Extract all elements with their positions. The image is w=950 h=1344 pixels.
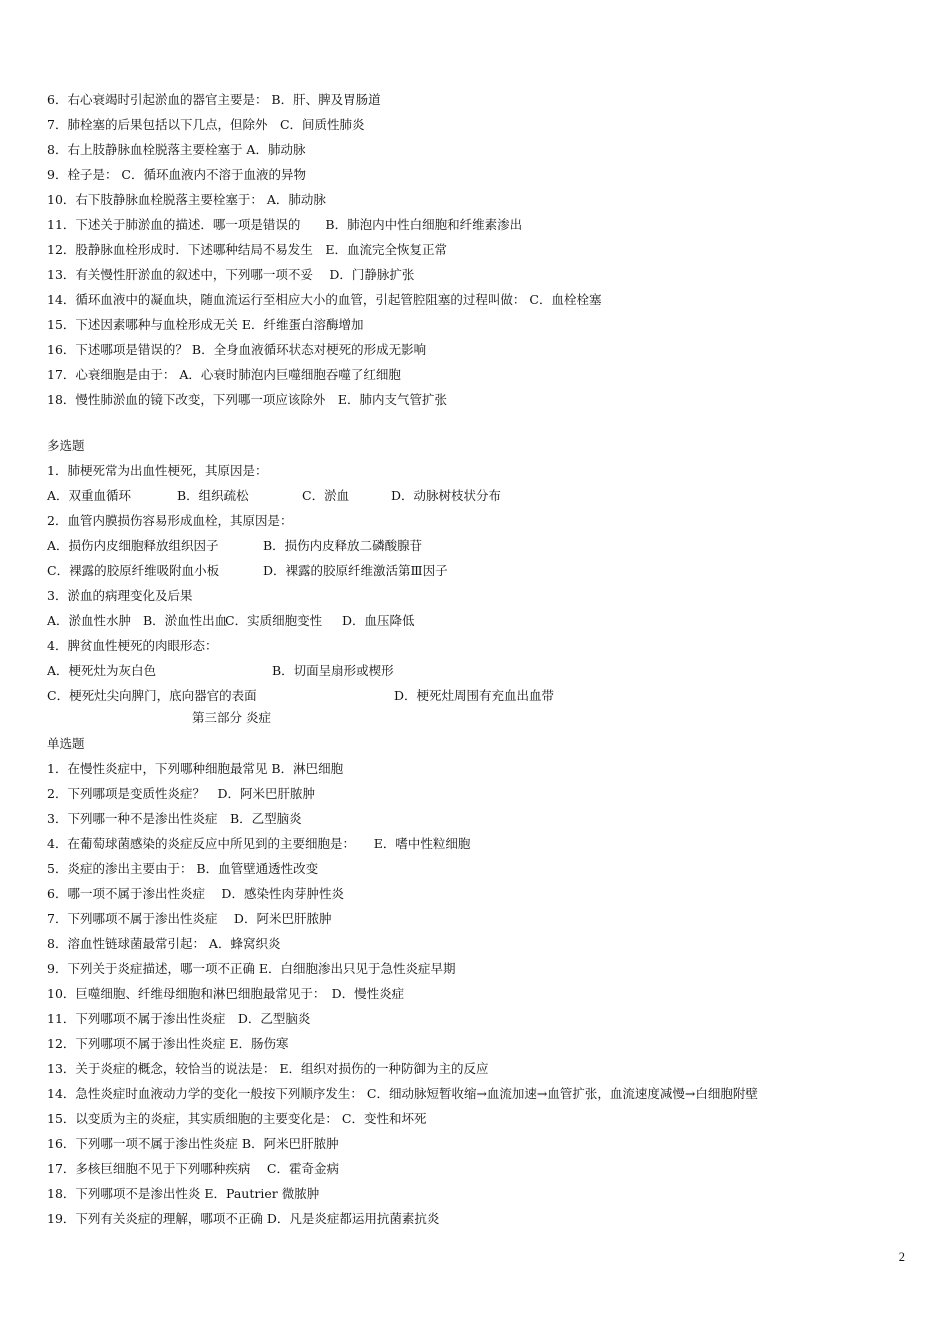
option-row xyxy=(47,483,927,508)
list-item: 14．急性炎症时血液动力学的变化一般按下列顺序发生： C．细动脉短暂收缩→血流加速→血管扩张，血流速度减慢→白细胞附壁 xyxy=(47,1086,758,1101)
question-stem: 4．脾贫血性梗死的肉眼形态： xyxy=(47,638,218,653)
list-item: 15．以变质为主的炎症，其实质细胞的主要变化是： C．变性和坏死 xyxy=(47,1111,427,1126)
option-a: A．双重血循环 xyxy=(47,488,132,503)
list-item: 5．炎症的渗出主要由于： B．血管壁通透性改变 xyxy=(47,861,319,876)
list-item: 7．下列哪项不属于渗出性炎症 D．阿米巴肝脓肿 xyxy=(47,911,332,926)
option-c: C．淤血 xyxy=(302,488,350,503)
list-item: 4．在葡萄球菌感染的炎症反应中所见到的主要细胞是： E．嗜中性粒细胞 xyxy=(47,836,471,851)
part2-single-choice-list xyxy=(47,87,927,412)
list-item: 14．循环血液中的凝血块，随血流运行至相应大小的血管，引起管腔阻塞的过程叫做： C．血栓栓塞 xyxy=(47,292,602,307)
list-item: 7．肺栓塞的后果包括以下几点，但除外 C．间质性肺炎 xyxy=(47,117,365,132)
list-item: 8．右上肢静脉血栓脱落主要栓塞于 A．肺动脉 xyxy=(47,142,306,157)
question-stem: 1．肺梗死常为出血性梗死，其原因是： xyxy=(47,463,268,478)
option-b: B．淤血性出血 xyxy=(143,613,228,628)
list-item: 19．下列有关炎症的理解，哪项不正确 D．凡是炎症都运用抗菌素抗炎 xyxy=(47,1211,440,1226)
list-item: 9．下列关于炎症描述，哪一项不正确 E．白细胞渗出只见于急性炎症早期 xyxy=(47,961,456,976)
option-d: D．裸露的胶原纤维激活第Ⅲ因子 xyxy=(263,563,448,578)
list-item: 12．股静脉血栓形成时．下述哪种结局不易发生 E．血流完全恢复正常 xyxy=(47,242,448,257)
list-item: 10．右下肢静脉血栓脱落主要栓塞于： A．肺动脉 xyxy=(47,192,326,207)
option-c: C．裸露的胶原纤维吸附血小板 xyxy=(47,563,220,578)
list-item: 6．哪一项不属于渗出性炎症 D．感染性肉芽肿性炎 xyxy=(47,886,344,901)
question-stem: 2．血管内膜损伤容易形成血栓，其原因是： xyxy=(47,513,293,528)
multi-choice-heading: 多选题 xyxy=(47,438,85,453)
option-row xyxy=(47,558,927,583)
list-item: 16．下列哪一项不属于渗出性炎症 B．阿米巴肝脓肿 xyxy=(47,1136,339,1151)
list-item: 6．右心衰竭时引起淤血的器官主要是： B．肝、脾及胃肠道 xyxy=(47,92,381,107)
page-number: 2 xyxy=(898,1250,905,1264)
option-row xyxy=(47,658,927,683)
list-item: 17．心衰细胞是由于： A．心衰时肺泡内巨噬细胞吞噬了红细胞 xyxy=(47,367,401,382)
list-item: 17．多核巨细胞不见于下列哪种疾病 C．霍奇金病 xyxy=(47,1161,339,1176)
option-row xyxy=(47,608,927,633)
list-item: 11．下述关于肺淤血的描述．哪一项是错误的 B．肺泡内中性白细胞和纤维素渗出 xyxy=(47,217,523,232)
part3-single-choice-section xyxy=(47,731,927,1231)
option-b: B．损伤内皮释放二磷酸腺苷 xyxy=(263,538,423,553)
option-a: A．淤血性水肿 xyxy=(47,613,132,628)
list-item: 3．下列哪一种不是渗出性炎症 B．乙型脑炎 xyxy=(47,811,302,826)
option-d: D．梗死灶周围有充血出血带 xyxy=(394,688,555,703)
section-title: 第三部分 炎症 xyxy=(192,710,271,725)
list-item: 1．在慢性炎症中，下列哪种细胞最常见 B．淋巴细胞 xyxy=(47,761,344,776)
list-item: 8．溶血性链球菌最常引起： A．蜂窝织炎 xyxy=(47,936,281,951)
list-item: 13．有关慢性肝淤血的叙述中，下列哪一项不妥 D．门静脉扩张 xyxy=(47,267,415,282)
list-item: 15．下述因素哪种与血栓形成无关 E．纤维蛋白溶酶增加 xyxy=(47,317,364,332)
option-d: D．动脉树枝状分布 xyxy=(391,488,502,503)
option-c: C．梗死灶尖向脾门，底向器官的表面 xyxy=(47,688,257,703)
option-a: A．损伤内皮细胞释放组织因子 xyxy=(47,538,219,553)
list-item: 13．关于炎症的概念，较恰当的说法是： E．组织对损伤的一种防御为主的反应 xyxy=(47,1061,489,1076)
option-row xyxy=(47,533,927,558)
option-b: B．切面呈扇形或楔形 xyxy=(272,663,394,678)
option-d: D．血压降低 xyxy=(342,613,415,628)
list-item: 11．下列哪项不属于渗出性炎症 D．乙型脑炎 xyxy=(47,1011,311,1026)
list-item: 12．下列哪项不属于渗出性炎症 E．肠伤寒 xyxy=(47,1036,289,1051)
list-item: 10．巨噬细胞、纤维母细胞和淋巴细胞最常见于： D．慢性炎症 xyxy=(47,986,405,1001)
option-row xyxy=(47,683,927,708)
option-c: C．实质细胞变性 xyxy=(225,613,323,628)
multi-choice-section xyxy=(47,433,927,728)
question-stem: 3．淤血的病理变化及后果 xyxy=(47,588,193,603)
option-a: A．梗死灶为灰白色 xyxy=(47,663,157,678)
option-b: B．组织疏松 xyxy=(177,488,249,503)
single-choice-heading: 单选题 xyxy=(47,736,85,751)
list-item: 9．栓子是： C．循环血液内不溶于血液的异物 xyxy=(47,167,306,182)
list-item: 2．下列哪项是变质性炎症？ D．阿米巴肝脓肿 xyxy=(47,786,315,801)
list-item: 18．下列哪项不是渗出性炎 E．Pautrier 微脓肿 xyxy=(47,1186,320,1201)
list-item: 18．慢性肺淤血的镜下改变，下列哪一项应该除外 E．肺内支气管扩张 xyxy=(47,392,448,407)
list-item: 16．下述哪项是错误的？ B．全身血液循环状态对梗死的形成无影响 xyxy=(47,342,427,357)
